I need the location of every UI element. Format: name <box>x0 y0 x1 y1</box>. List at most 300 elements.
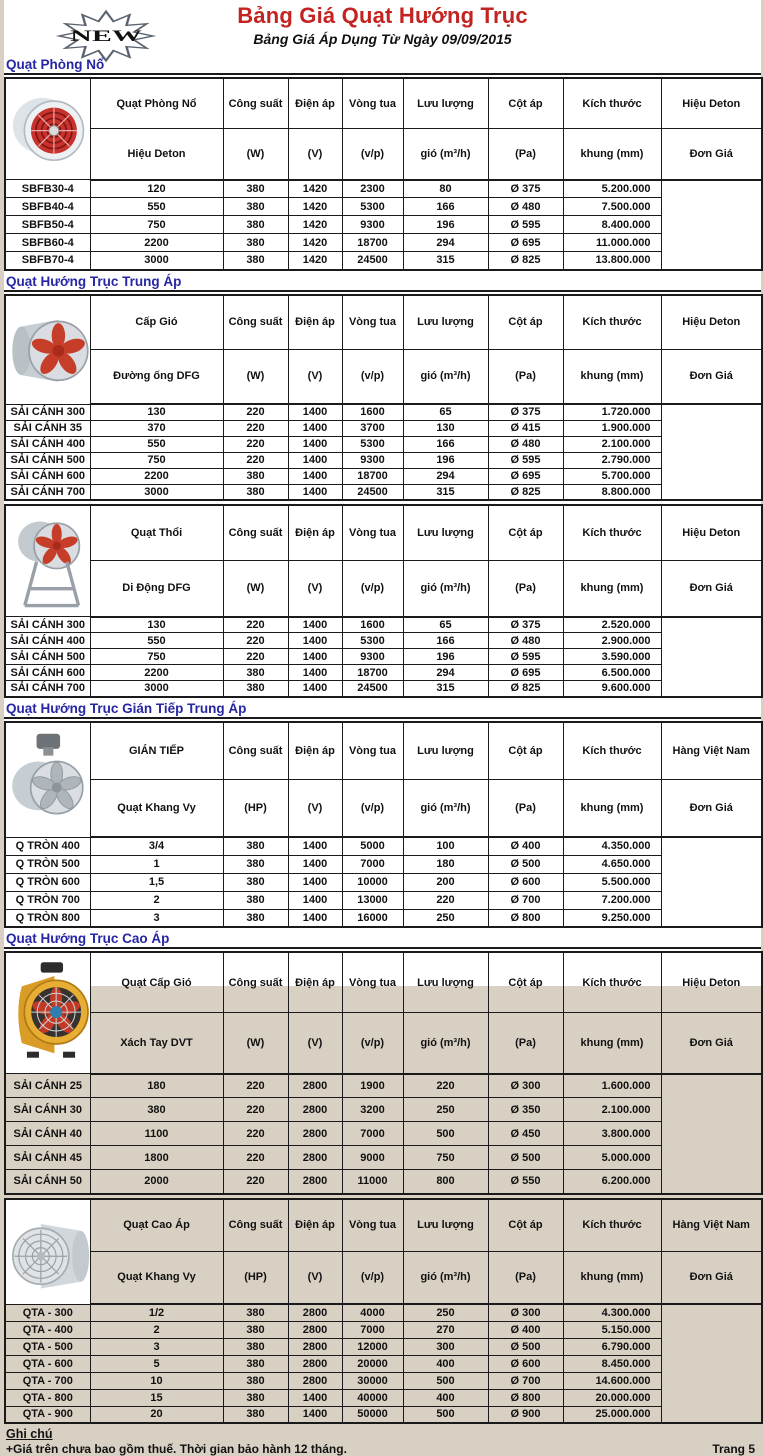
spec-value: 1400 <box>288 420 342 436</box>
spec-value: 220 <box>223 1074 288 1098</box>
column-subheader: (Pa) <box>488 1013 563 1074</box>
column-subheader: (V) <box>288 779 342 837</box>
spec-value: Ø 500 <box>488 855 563 873</box>
model-name: SBFB40-4 <box>5 198 90 216</box>
spec-value: Ø 700 <box>488 891 563 909</box>
spec-value: Ø 375 <box>488 404 563 420</box>
column-header: Điện áp <box>288 295 342 350</box>
spec-value: 2200 <box>90 468 223 484</box>
unit-price: 14.600.000 <box>563 1372 661 1389</box>
unit-price: 3.800.000 <box>563 1122 661 1146</box>
table-row <box>5 1355 762 1372</box>
unit-price: 6.790.000 <box>563 1338 661 1355</box>
unit-price: 2.790.000 <box>563 452 661 468</box>
column-header: Cấp Gió <box>90 295 223 350</box>
spec-value: Ø 375 <box>488 180 563 198</box>
table-row <box>5 1098 762 1122</box>
column-subheader: Đơn Giá <box>661 1251 762 1304</box>
spec-value: 16000 <box>342 909 403 927</box>
spec-value: 24500 <box>342 484 403 500</box>
spec-value: 2800 <box>288 1321 342 1338</box>
column-header: Kích thước <box>563 78 661 129</box>
column-subheader: (HP) <box>223 1251 288 1304</box>
unit-price: 5.000.000 <box>563 1146 661 1170</box>
unit-price: 1.900.000 <box>563 420 661 436</box>
spec-value: 380 <box>223 216 288 234</box>
column-subheader: (W) <box>223 129 288 180</box>
section <box>4 273 761 698</box>
spec-value: 2800 <box>288 1170 342 1194</box>
model-name: Q TRÒN 600 <box>5 873 90 891</box>
spec-value: 250 <box>403 909 488 927</box>
column-header: Công suất <box>223 505 288 561</box>
spec-value: 220 <box>223 1122 288 1146</box>
column-header: Quạt Cao Áp <box>90 1199 223 1252</box>
spec-value: 380 <box>223 891 288 909</box>
spec-value: 380 <box>223 665 288 681</box>
unit-price: 8.400.000 <box>563 216 661 234</box>
column-subheader: gió (m³/h) <box>403 1013 488 1074</box>
spec-value: 380 <box>223 484 288 500</box>
spec-value: 380 <box>90 1098 223 1122</box>
column-subheader: Đơn Giá <box>661 561 762 617</box>
spec-value: 370 <box>90 420 223 436</box>
column-subheader: khung (mm) <box>563 1013 661 1074</box>
spec-value: 1400 <box>288 484 342 500</box>
column-subheader: khung (mm) <box>563 1251 661 1304</box>
spec-value: 1400 <box>288 1389 342 1406</box>
spec-value: 5300 <box>342 198 403 216</box>
column-subheader: khung (mm) <box>563 129 661 180</box>
column-subheader: Quạt Khang Vy <box>90 1251 223 1304</box>
column-subheader: khung (mm) <box>563 561 661 617</box>
table-row <box>5 1074 762 1098</box>
spec-value: 2300 <box>342 180 403 198</box>
spec-value: Ø 695 <box>488 468 563 484</box>
spec-value: 65 <box>403 617 488 633</box>
spec-value: 3000 <box>90 252 223 270</box>
price-table <box>4 294 763 502</box>
spec-value: 400 <box>403 1355 488 1372</box>
column-subheader: (V) <box>288 129 342 180</box>
spec-value: Ø 450 <box>488 1122 563 1146</box>
model-name: SẢI CÁNH 25 <box>5 1074 90 1098</box>
price-table <box>4 951 763 1195</box>
unit-price: 7.200.000 <box>563 891 661 909</box>
column-header: Vòng tua <box>342 952 403 1013</box>
spec-value: 2000 <box>90 1170 223 1194</box>
spec-value: 3 <box>90 1338 223 1355</box>
spec-value: 380 <box>223 252 288 270</box>
new-badge-label: NEW <box>70 28 142 46</box>
spec-value: 20 <box>90 1406 223 1423</box>
column-header: GIÁN TIẾP <box>90 722 223 780</box>
spec-value: Ø 350 <box>488 1098 563 1122</box>
column-subheader: Đơn Giá <box>661 1013 762 1074</box>
spec-value: 750 <box>403 1146 488 1170</box>
spec-value: 2800 <box>288 1146 342 1170</box>
spec-value: 2800 <box>288 1355 342 1372</box>
spec-value: 5300 <box>342 436 403 452</box>
unit-price: 8.800.000 <box>563 484 661 500</box>
column-header: Kích thước <box>563 722 661 780</box>
spec-value: 100 <box>403 837 488 855</box>
spec-value: 380 <box>223 681 288 697</box>
spec-value: 18700 <box>342 234 403 252</box>
spec-value: Ø 825 <box>488 484 563 500</box>
spec-value: 1400 <box>288 468 342 484</box>
column-header: Cột áp <box>488 295 563 350</box>
spec-value: Ø 825 <box>488 252 563 270</box>
column-header: Điện áp <box>288 722 342 780</box>
spec-value: Ø 480 <box>488 633 563 649</box>
column-subheader: khung (mm) <box>563 779 661 837</box>
table-row <box>5 1372 762 1389</box>
column-header: Lưu lượng <box>403 78 488 129</box>
column-header: Kích thước <box>563 295 661 350</box>
table-row <box>5 891 762 909</box>
spec-value: 500 <box>403 1122 488 1146</box>
spec-value: Ø 800 <box>488 1389 563 1406</box>
price-sections <box>4 56 761 1424</box>
column-subheader: (V) <box>288 561 342 617</box>
column-header: Cột áp <box>488 505 563 561</box>
spec-value: 550 <box>90 198 223 216</box>
spec-value: 10000 <box>342 873 403 891</box>
model-name: Q TRÒN 800 <box>5 909 90 927</box>
table-row <box>5 649 762 665</box>
spec-value: 11000 <box>342 1170 403 1194</box>
spec-value: 1400 <box>288 436 342 452</box>
spec-value: 12000 <box>342 1338 403 1355</box>
spec-value: 1400 <box>288 891 342 909</box>
column-header: Quạt Phòng Nổ <box>90 78 223 129</box>
spec-value: 180 <box>403 855 488 873</box>
column-header: Công suất <box>223 78 288 129</box>
spec-value: 1400 <box>288 404 342 420</box>
unit-price: 20.000.000 <box>563 1389 661 1406</box>
spec-value: 1420 <box>288 216 342 234</box>
spec-value: 220 <box>223 436 288 452</box>
column-subheader: (HP) <box>223 779 288 837</box>
spec-value: 120 <box>90 180 223 198</box>
spec-value: 4000 <box>342 1304 403 1321</box>
column-header: Hàng Việt Nam <box>661 1199 762 1252</box>
spec-value: 166 <box>403 436 488 452</box>
column-header: Lưu lượng <box>403 722 488 780</box>
column-subheader: khung (mm) <box>563 349 661 404</box>
model-name: SẢI CÁNH 300 <box>5 617 90 633</box>
spec-value: 196 <box>403 649 488 665</box>
table-row <box>5 1146 762 1170</box>
spec-value: 7000 <box>342 1122 403 1146</box>
column-header: Điện áp <box>288 952 342 1013</box>
table-row <box>5 234 762 252</box>
page-number: Trang 5 <box>712 1442 755 1456</box>
spec-value: 380 <box>223 1321 288 1338</box>
unit-price: 5.700.000 <box>563 468 661 484</box>
spec-value: 380 <box>223 1338 288 1355</box>
spec-value: 380 <box>223 1304 288 1321</box>
spec-value: 80 <box>403 180 488 198</box>
model-name: Q TRÒN 400 <box>5 837 90 855</box>
spec-value: Ø 595 <box>488 452 563 468</box>
spec-value: 166 <box>403 633 488 649</box>
spec-value: 2800 <box>288 1304 342 1321</box>
spec-value: Ø 900 <box>488 1406 563 1423</box>
unit-price: 4.650.000 <box>563 855 661 873</box>
model-name: QTA - 500 <box>5 1338 90 1355</box>
spec-value: 250 <box>403 1304 488 1321</box>
price-table <box>4 504 763 698</box>
table-row <box>5 681 762 697</box>
model-name: SẢI CÁNH 300 <box>5 404 90 420</box>
column-header: Cột áp <box>488 1199 563 1252</box>
table-row <box>5 837 762 855</box>
unit-price: 4.300.000 <box>563 1304 661 1321</box>
spec-value: 315 <box>403 252 488 270</box>
spec-value: 2 <box>90 1321 223 1338</box>
model-name: QTA - 600 <box>5 1355 90 1372</box>
unit-price: 1.600.000 <box>563 1074 661 1098</box>
column-header: Công suất <box>223 722 288 780</box>
column-header: Cột áp <box>488 78 563 129</box>
column-header: Hàng Việt Nam <box>661 722 762 780</box>
spec-value: Ø 300 <box>488 1304 563 1321</box>
table-row <box>5 420 762 436</box>
spec-value: 380 <box>223 1406 288 1423</box>
spec-value: 200 <box>403 873 488 891</box>
spec-value: 1400 <box>288 855 342 873</box>
spec-value: 196 <box>403 452 488 468</box>
spec-value: 65 <box>403 404 488 420</box>
unit-price: 4.350.000 <box>563 837 661 855</box>
spec-value: 270 <box>403 1321 488 1338</box>
table-row <box>5 1321 762 1338</box>
spec-value: 1400 <box>288 873 342 891</box>
spec-value: 550 <box>90 633 223 649</box>
white-duct-fan-photo <box>5 1199 90 1305</box>
spec-value: 5300 <box>342 633 403 649</box>
belt-driven-fan-photo <box>5 722 90 838</box>
spec-value: 18700 <box>342 468 403 484</box>
spec-value: 2800 <box>288 1098 342 1122</box>
column-subheader: gió (m³/h) <box>403 1251 488 1304</box>
model-name: QTA - 800 <box>5 1389 90 1406</box>
spec-value: 380 <box>223 909 288 927</box>
model-name: SBFB60-4 <box>5 234 90 252</box>
unit-price: 9.600.000 <box>563 681 661 697</box>
column-header: Lưu lượng <box>403 1199 488 1252</box>
unit-price: 2.900.000 <box>563 633 661 649</box>
spec-value: 3200 <box>342 1098 403 1122</box>
spec-value: 3/4 <box>90 837 223 855</box>
unit-price: 11.000.000 <box>563 234 661 252</box>
stand-mobile-fan-photo <box>5 505 90 617</box>
spec-value: 1420 <box>288 198 342 216</box>
spec-value: 2200 <box>90 234 223 252</box>
spec-value: 2200 <box>90 665 223 681</box>
spec-value: 24500 <box>342 252 403 270</box>
duct-axial-fan-photo <box>5 295 90 405</box>
spec-value: 1 <box>90 855 223 873</box>
spec-value: Ø 400 <box>488 837 563 855</box>
spec-value: 1100 <box>90 1122 223 1146</box>
spec-value: 2 <box>90 891 223 909</box>
column-subheader: Hiệu Deton <box>90 129 223 180</box>
spec-value: Ø 480 <box>488 436 563 452</box>
column-subheader: (Pa) <box>488 779 563 837</box>
column-header: Vòng tua <box>342 295 403 350</box>
spec-value: 40000 <box>342 1389 403 1406</box>
spec-value: 130 <box>90 617 223 633</box>
table-row <box>5 436 762 452</box>
unit-price: 5.150.000 <box>563 1321 661 1338</box>
column-subheader: (Pa) <box>488 129 563 180</box>
spec-value: 1600 <box>342 404 403 420</box>
spec-value: 380 <box>223 1372 288 1389</box>
column-header: Điện áp <box>288 1199 342 1252</box>
table-row <box>5 252 762 270</box>
spec-value: 1400 <box>288 617 342 633</box>
spec-value: 1400 <box>288 452 342 468</box>
spec-value: 500 <box>403 1406 488 1423</box>
column-header: Cột áp <box>488 722 563 780</box>
spec-value: 220 <box>223 1170 288 1194</box>
spec-value: Ø 400 <box>488 1321 563 1338</box>
spec-value: 2800 <box>288 1122 342 1146</box>
model-name: QTA - 400 <box>5 1321 90 1338</box>
spec-value: 1900 <box>342 1074 403 1098</box>
column-subheader: Quạt Khang Vy <box>90 779 223 837</box>
spec-value: 50000 <box>342 1406 403 1423</box>
unit-price: 13.800.000 <box>563 252 661 270</box>
spec-value: 5 <box>90 1355 223 1372</box>
model-name: QTA - 900 <box>5 1406 90 1423</box>
column-header: Quạt Thổi <box>90 505 223 561</box>
table-row <box>5 873 762 891</box>
spec-value: 800 <box>403 1170 488 1194</box>
spec-value: 9300 <box>342 216 403 234</box>
spec-value: 18700 <box>342 665 403 681</box>
model-name: SẢI CÁNH 40 <box>5 1122 90 1146</box>
table-row <box>5 633 762 649</box>
spec-value: 380 <box>223 180 288 198</box>
spec-value: Ø 700 <box>488 1372 563 1389</box>
spec-value: 1400 <box>288 909 342 927</box>
spec-value: 13000 <box>342 891 403 909</box>
column-header: Hiệu Deton <box>661 78 762 129</box>
spec-value: Ø 600 <box>488 873 563 891</box>
spec-value: 315 <box>403 484 488 500</box>
column-header: Lưu lượng <box>403 295 488 350</box>
spec-value: 1400 <box>288 681 342 697</box>
model-name: SẢI CÁNH 50 <box>5 1170 90 1194</box>
column-header: Cột áp <box>488 952 563 1013</box>
spec-value: 220 <box>223 420 288 436</box>
table-row <box>5 665 762 681</box>
price-table <box>4 77 763 271</box>
spec-value: 220 <box>223 404 288 420</box>
column-header: Điện áp <box>288 505 342 561</box>
model-name: Q TRÒN 700 <box>5 891 90 909</box>
column-subheader: (v/p) <box>342 561 403 617</box>
column-subheader: gió (m³/h) <box>403 349 488 404</box>
spec-value: 1400 <box>288 665 342 681</box>
unit-price: 25.000.000 <box>563 1406 661 1423</box>
model-name: SẢI CÁNH 700 <box>5 681 90 697</box>
model-name: SẢI CÁNH 45 <box>5 1146 90 1170</box>
spec-value: 294 <box>403 665 488 681</box>
spec-value: 1420 <box>288 252 342 270</box>
column-header: Kích thước <box>563 952 661 1013</box>
model-name: SBFB50-4 <box>5 216 90 234</box>
column-subheader: (v/p) <box>342 349 403 404</box>
spec-value: 166 <box>403 198 488 216</box>
unit-price: 6.500.000 <box>563 665 661 681</box>
table-row <box>5 617 762 633</box>
price-table <box>4 1198 763 1425</box>
column-subheader: (W) <box>223 349 288 404</box>
column-subheader: Đơn Giá <box>661 349 762 404</box>
spec-value: 5000 <box>342 837 403 855</box>
spec-value: 220 <box>403 891 488 909</box>
document-page <box>4 0 761 1456</box>
spec-value: 400 <box>403 1389 488 1406</box>
column-header: Hiệu Deton <box>661 505 762 561</box>
spec-value: Ø 500 <box>488 1146 563 1170</box>
column-header: Lưu lượng <box>403 952 488 1013</box>
spec-value: 1400 <box>288 633 342 649</box>
column-subheader: (Pa) <box>488 1251 563 1304</box>
unit-price: 5.500.000 <box>563 873 661 891</box>
column-header: Kích thước <box>563 505 661 561</box>
table-row <box>5 198 762 216</box>
section <box>4 56 761 271</box>
spec-value: 380 <box>223 468 288 484</box>
spec-value: 2800 <box>288 1074 342 1098</box>
spec-value: Ø 595 <box>488 649 563 665</box>
unit-price: 1.720.000 <box>563 404 661 420</box>
price-table <box>4 721 763 929</box>
column-header: Hiệu Deton <box>661 952 762 1013</box>
column-subheader: gió (m³/h) <box>403 561 488 617</box>
unit-price: 7.500.000 <box>563 198 661 216</box>
spec-value: 24500 <box>342 681 403 697</box>
spec-value: 380 <box>223 1389 288 1406</box>
spec-value: 1/2 <box>90 1304 223 1321</box>
spec-value: 380 <box>223 1355 288 1372</box>
spec-value: 2800 <box>288 1338 342 1355</box>
column-header: Kích thước <box>563 1199 661 1252</box>
unit-price: 5.200.000 <box>563 180 661 198</box>
column-subheader: (Pa) <box>488 561 563 617</box>
page-title: Bảng Giá Quạt Hướng Trục <box>237 3 528 28</box>
column-header: Điện áp <box>288 78 342 129</box>
explosion-proof-fan-photo <box>5 78 90 180</box>
column-header: Công suất <box>223 1199 288 1252</box>
column-subheader: (W) <box>223 1013 288 1074</box>
table-row <box>5 909 762 927</box>
spec-value: 220 <box>223 617 288 633</box>
spec-value: 1800 <box>90 1146 223 1170</box>
spec-value: 380 <box>223 837 288 855</box>
spec-value: Ø 800 <box>488 909 563 927</box>
spec-value: 180 <box>90 1074 223 1098</box>
spec-value: Ø 480 <box>488 198 563 216</box>
column-subheader: Đường ống DFG <box>90 349 223 404</box>
notes-heading: Ghi chú <box>6 1427 53 1441</box>
